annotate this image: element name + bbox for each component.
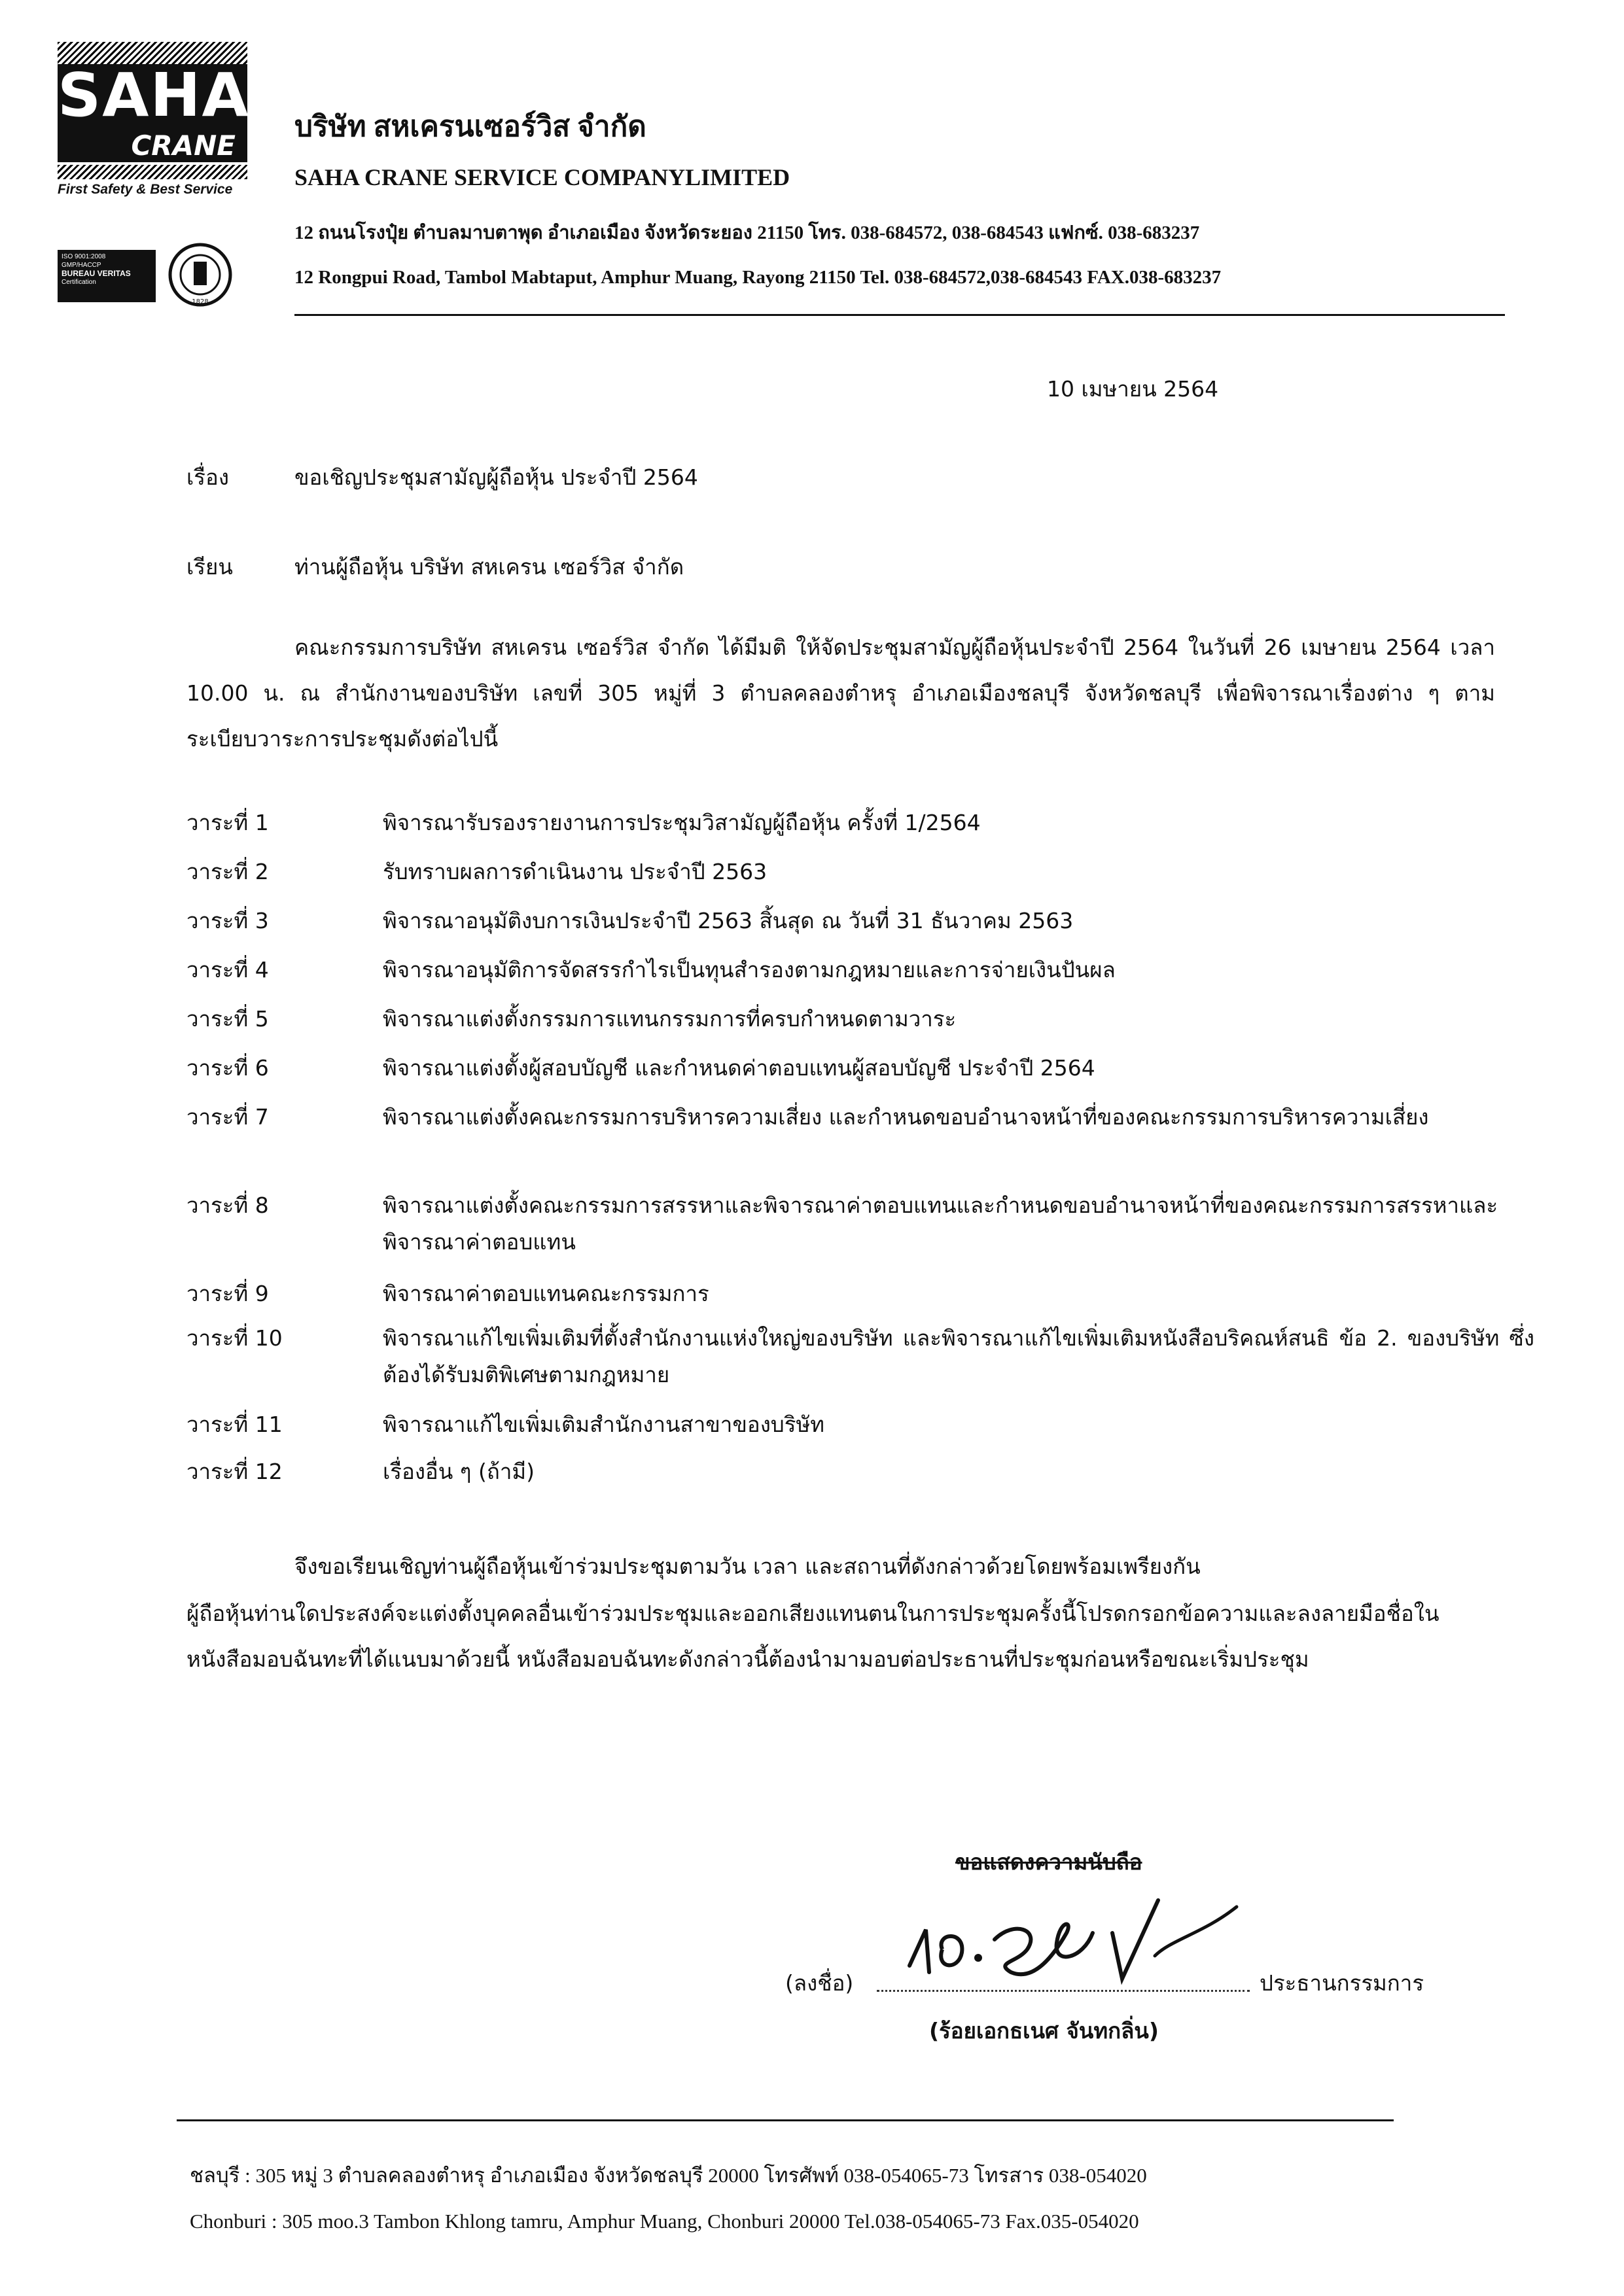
agenda-number: วาระที่ 1 [186,810,269,835]
company-logo [58,42,250,198]
logo-hatch-bottom [58,165,247,179]
agenda-number: วาระที่ 2 [186,859,269,884]
agenda-number: วาระที่ 11 [186,1412,283,1437]
logo-box [58,60,250,162]
agenda-number: วาระที่ 10 [186,1325,283,1351]
letterhead-address-english: 12 Rongpui Road, Tambol Mabtaput, Amphur Muang, Rayong 21150 Tel. 038-684572,038-684543 FAX.038-683237 [294,267,1222,288]
logo-subbrand: CRANE [131,130,236,162]
agenda-text: พิจารณาแต่งตั้งกรรมการแทนกรรมการที่ครบกำหนดตามวาระ [383,1006,957,1032]
footer-address-english: Chonburi : 305 moo.3 Tambon Khlong tamru, Amphur Muang, Chonburi 20000 Tel.038-054065-73 Fax.035-054020 [190,2210,1139,2233]
footer-address-thai: ชลบุรี : 305 หมู่ 3 ตำบลคลองตำหรุ อำเภอเมือง จังหวัดชลบุรี 20000 โทรศัพท์ 038-054065-73 โทรสาร 038-054020 [190,2164,1147,2187]
cert-line-4: Certification [62,279,96,286]
cert-line-1: ISO 9001:2008 [62,253,106,260]
agenda-text: พิจารณาอนุมัติงบการเงินประจำปี 2563 สิ้นสุด ณ วันที่ 31 ธันวาคม 2563 [383,908,1074,933]
to-text: ท่านผู้ถือหุ้น บริษัท สหเครน เซอร์วิส จำกัด [294,554,684,580]
footer-divider [177,2119,1394,2121]
cert-line-3: BUREAU VERITAS [62,269,131,278]
cert-line-2: GMP/HACCP [62,262,101,269]
agenda-text: พิจารณาแต่งตั้งคณะกรรมการบริหารความเสี่ยง และกำหนดขอบอำนาจหน้าที่ของคณะกรรมการบริหารความเสี่ยง [383,1104,1429,1130]
header-divider [294,314,1505,316]
agenda-text: พิจารณาแต่งตั้งคณะกรรมการสรรหาและพิจารณาค่าตอบแทนและกำหนดขอบอำนาจหน้าที่ของคณะกรรมการสรรหาและพิจารณาค่าตอบแทน [383,1192,1498,1255]
agenda-text: พิจารณาแก้ไขเพิ่มเติมสำนักงานสาขาของบริษัท [383,1412,824,1437]
logo-slogan: First Safety & Best Service [58,182,233,197]
agenda-text: พิจารณาแก้ไขเพิ่มเติมที่ตั้งสำนักงานแห่งใหญ่ของบริษัท และพิจารณาแก้ไขเพิ่มเติมหนังสือบริคณห์สนธิ ข้อ 2. ของบริษัท ซึ่งต้องได้รับมติพิเศษตามกฎหมาย [383,1325,1534,1387]
cert-year: 1828 [192,298,209,305]
to-label: เรียน [186,554,233,580]
agenda-number: วาระที่ 7 [186,1104,269,1130]
signature-line [877,1990,1250,1992]
company-name-english: SAHA CRANE SERVICE COMPANYLIMITED [294,164,790,190]
agenda-text: รับทราบผลการดำเนินงาน ประจำปี 2563 [383,859,768,884]
sign-label: (ลงชื่อ) [785,1970,854,1996]
company-name-thai: บริษัท สหเครนเซอร์วิส จำกัด [294,111,646,143]
signer-name: (ร้อยเอกธเนศ จันทกลิ่น) [929,2018,1159,2044]
intro-paragraph: คณะกรรมการบริษัท สหเครน เซอร์วิส จำกัด ได้มีมติ ให้จัดประชุมสามัญผู้ถือหุ้นประจำปี 2564 ในวันที่ 26 เมษายน 2564 เวลา 10.00 น. ณ สำนักงานของบริษัท เลขที่ 305 หมู่ที่ 3 ตำบลคลองตำหรุ อำเภอเมืองชลบุรี จังหวัดชลบุรี เพื่อพิจารณาเรื่องต่าง ๆ ตามระเบียบวาระการประชุมดังต่อไปนี้ [186,635,1495,752]
subject-label: เรื่อง [186,464,229,490]
signer-position: ประธานกรรมการ [1260,1970,1424,1996]
agenda-text: พิจารณาค่าตอบแทนคณะกรรมการ [383,1281,709,1306]
regards-text: ขอแสดงความนับถือ [955,1849,1142,1875]
letter-date: 10 เมษายน 2564 [1047,376,1219,402]
closing-line: จึงขอเรียนเชิญท่านผู้ถือหุ้นเข้าร่วมประชุมตามวัน เวลา และสถานที่ดังกล่าวด้วยโดยพร้อมเพรียงกัน [294,1554,1201,1579]
certification-box [58,250,156,302]
letterhead-address-thai: 12 ถนนโรงปุ๋ย ตำบลมาบตาพุด อำเภอเมือง จังหวัดระยอง 21150 โทร. 038-684572, 038-684543 แฟกซ์. 038-683237 [294,222,1200,243]
agenda-number: วาระที่ 8 [186,1192,269,1218]
agenda-number: วาระที่ 12 [186,1459,283,1484]
closing-paragraph: ผู้ถือหุ้นท่านใดประสงค์จะแต่งตั้งบุคคลอื่นเข้าร่วมประชุมและออกเสียงแทนตนในการประชุมครั้งนี้โปรดกรอกข้อความและลงลายมือชื่อในหนังสือมอบฉันทะที่ได้แนบมาด้วยนี้ หนังสือมอบฉันทะดังกล่าวนี้ต้องนำมามอบต่อประธานที่ประชุมก่อนหรือขณะเริ่มประชุม [186,1601,1439,1672]
agenda-number: วาระที่ 6 [186,1055,269,1081]
agenda-number: วาระที่ 5 [186,1006,269,1032]
certification-mark [58,242,234,307]
agenda-number: วาระที่ 9 [186,1281,269,1306]
handwritten-signature-icon [896,1894,1250,2005]
logo-brand: SAHA [58,60,250,130]
agenda-text: พิจารณาอนุมัติการจัดสรรกำไรเป็นทุนสำรองตามกฎหมายและการจ่ายเงินปันผล [383,957,1116,983]
bureau-veritas-seal-icon [168,242,233,307]
agenda-text: เรื่องอื่น ๆ (ถ้ามี) [383,1459,535,1484]
agenda-number: วาระที่ 3 [186,908,269,933]
agenda-text: พิจารณาแต่งตั้งผู้สอบบัญชี และกำหนดค่าตอบแทนผู้สอบบัญชี ประจำปี 2564 [383,1055,1095,1081]
agenda-number: วาระที่ 4 [186,957,269,983]
subject-text: ขอเชิญประชุมสามัญผู้ถือหุ้น ประจำปี 2564 [294,464,698,490]
agenda-text: พิจารณารับรองรายงานการประชุมวิสามัญผู้ถือหุ้น ครั้งที่ 1/2564 [383,810,981,835]
